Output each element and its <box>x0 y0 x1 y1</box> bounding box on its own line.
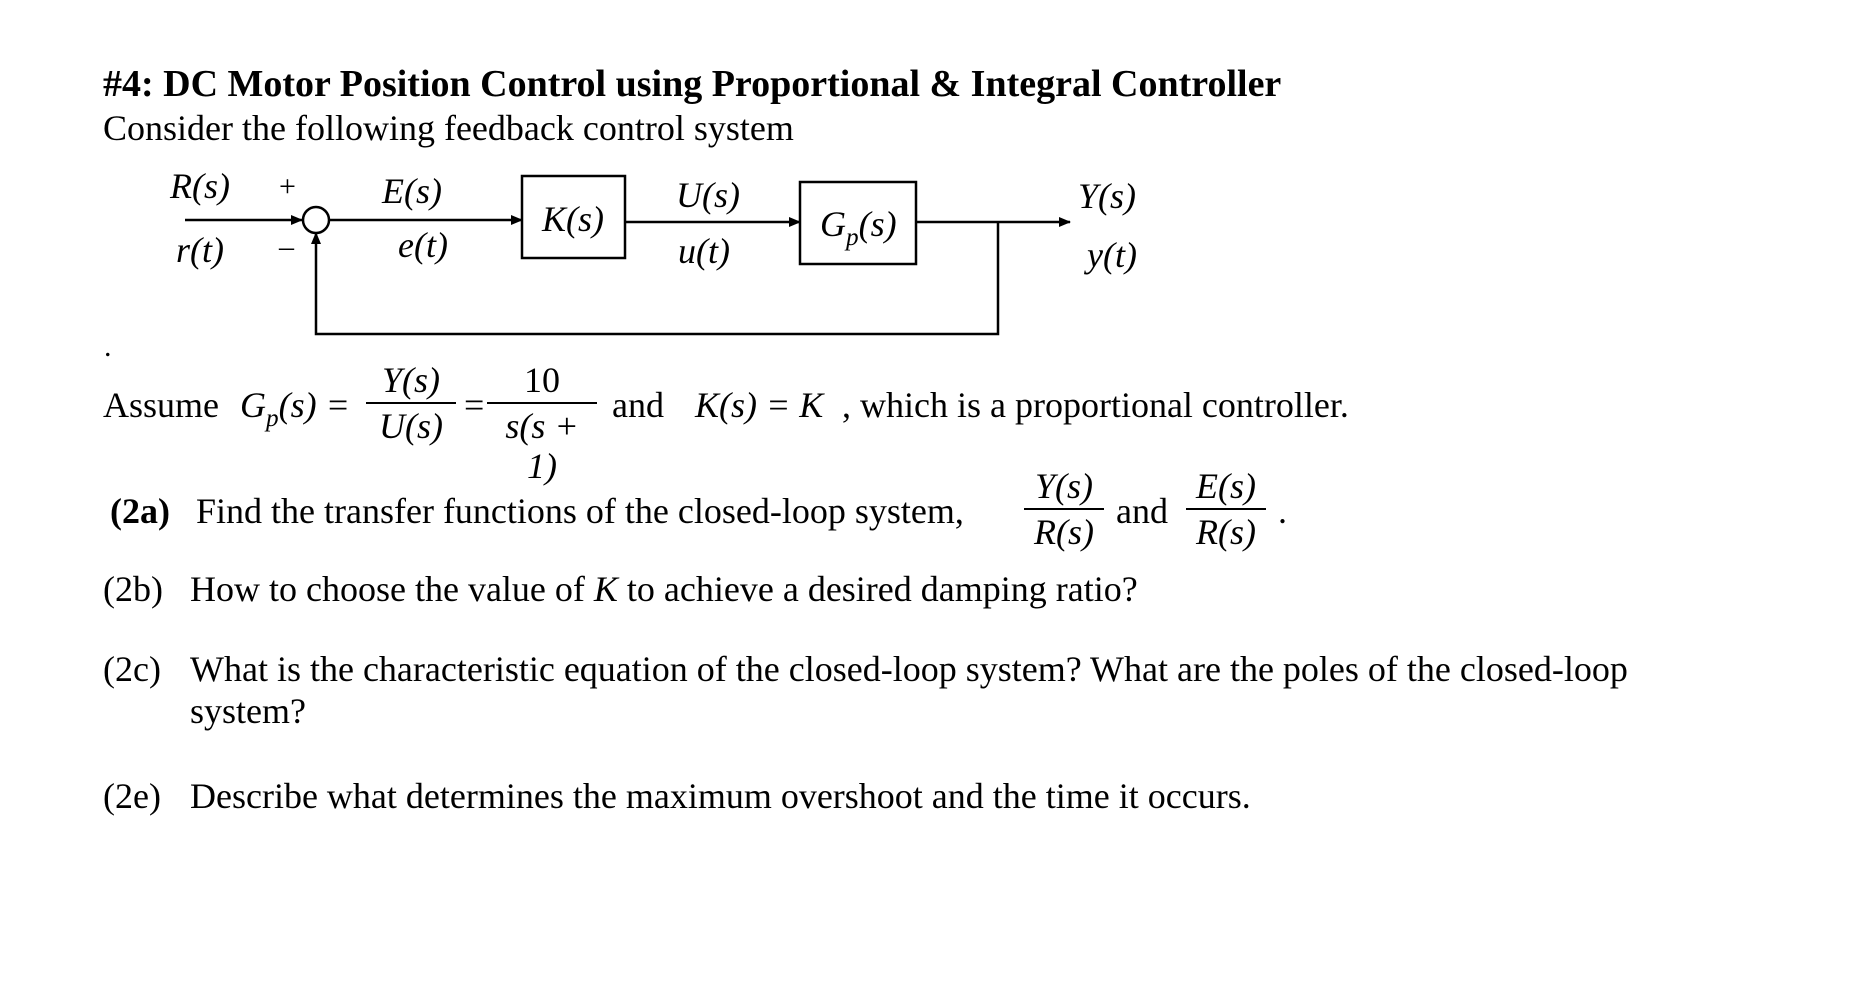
q2a-and: and <box>1116 491 1168 531</box>
error-label-t: e(t) <box>398 225 448 265</box>
q2b-post: to achieve a desired damping ratio? <box>626 569 1138 609</box>
control-label-t: u(t) <box>678 231 730 271</box>
ks-equation: K(s) = K <box>695 385 824 425</box>
output-label-t: y(t) <box>1087 235 1137 275</box>
gp-base: G <box>240 385 266 425</box>
fraction-y-over-r <box>1024 466 1104 552</box>
fraction-plant-tf-num: 10 <box>524 360 560 400</box>
q2c-tag: (2c) <box>103 649 161 689</box>
assume-and: and <box>612 385 664 425</box>
output-label-s: Y(s) <box>1078 176 1137 216</box>
plant-block-label <box>820 203 897 252</box>
fraction-bar <box>366 402 456 404</box>
equals-sign: = <box>464 385 485 425</box>
q2a-tag: (2a) <box>110 491 170 531</box>
stray-mark: . <box>104 330 112 363</box>
input-label-s: R(s) <box>170 166 230 206</box>
plant-block-sub: p <box>846 223 859 251</box>
fraction-y-over-u-den: U(s) <box>379 406 443 446</box>
fraction-bar <box>487 402 597 404</box>
controller-block-label: K(s) <box>542 199 604 239</box>
q2e-tag: (2e) <box>103 776 161 816</box>
assume-suffix: , which is a proportional controller. <box>842 385 1349 425</box>
summing-junction <box>303 207 329 233</box>
control-label-s: U(s) <box>676 175 740 215</box>
q2b-tag: (2b) <box>103 569 163 609</box>
gp-expression <box>240 384 350 433</box>
fraction-y-over-u <box>366 360 456 446</box>
q2b-line <box>190 568 1138 610</box>
q2b-var: K <box>593 569 618 609</box>
fraction-plant-tf <box>487 360 597 486</box>
fraction-plant-tf-den: s(s + 1) <box>505 406 579 486</box>
plus-sign: + <box>279 170 296 203</box>
error-label-s: E(s) <box>382 171 442 211</box>
q2b-pre: How to choose the value of <box>190 569 585 609</box>
q2c-line2: system? <box>190 691 306 731</box>
gp-arg: (s) = <box>278 385 350 425</box>
fraction-bar <box>1024 508 1104 510</box>
plant-block-base: G <box>820 204 846 244</box>
fraction-e-over-r-den: R(s) <box>1196 512 1256 552</box>
fraction-e-over-r-num: E(s) <box>1196 466 1256 506</box>
plant-block-arg: (s) <box>858 204 897 244</box>
fraction-y-over-r-num: Y(s) <box>1034 466 1093 506</box>
problem-title: #4: DC Motor Position Control using Proportional & Integral Controller <box>103 63 1282 105</box>
problem-subtitle: Consider the following feedback control system <box>103 108 794 148</box>
assume-prefix: Assume <box>103 385 219 425</box>
fraction-bar <box>1186 508 1266 510</box>
fraction-e-over-r <box>1186 466 1266 552</box>
fraction-y-over-u-num: Y(s) <box>381 360 440 400</box>
minus-sign: – <box>279 230 294 263</box>
q2c-line1: What is the characteristic equation of the closed-loop system? What are the poles of the closed-loop <box>190 649 1628 689</box>
q2a-text: Find the transfer functions of the closed-loop system, <box>196 491 964 531</box>
fraction-y-over-r-den: R(s) <box>1034 512 1094 552</box>
input-label-t: r(t) <box>176 230 224 270</box>
q2a-end: . <box>1278 491 1287 531</box>
gp-sub: p <box>266 404 279 432</box>
q2e-text: Describe what determines the maximum overshoot and the time it occurs. <box>190 776 1251 816</box>
